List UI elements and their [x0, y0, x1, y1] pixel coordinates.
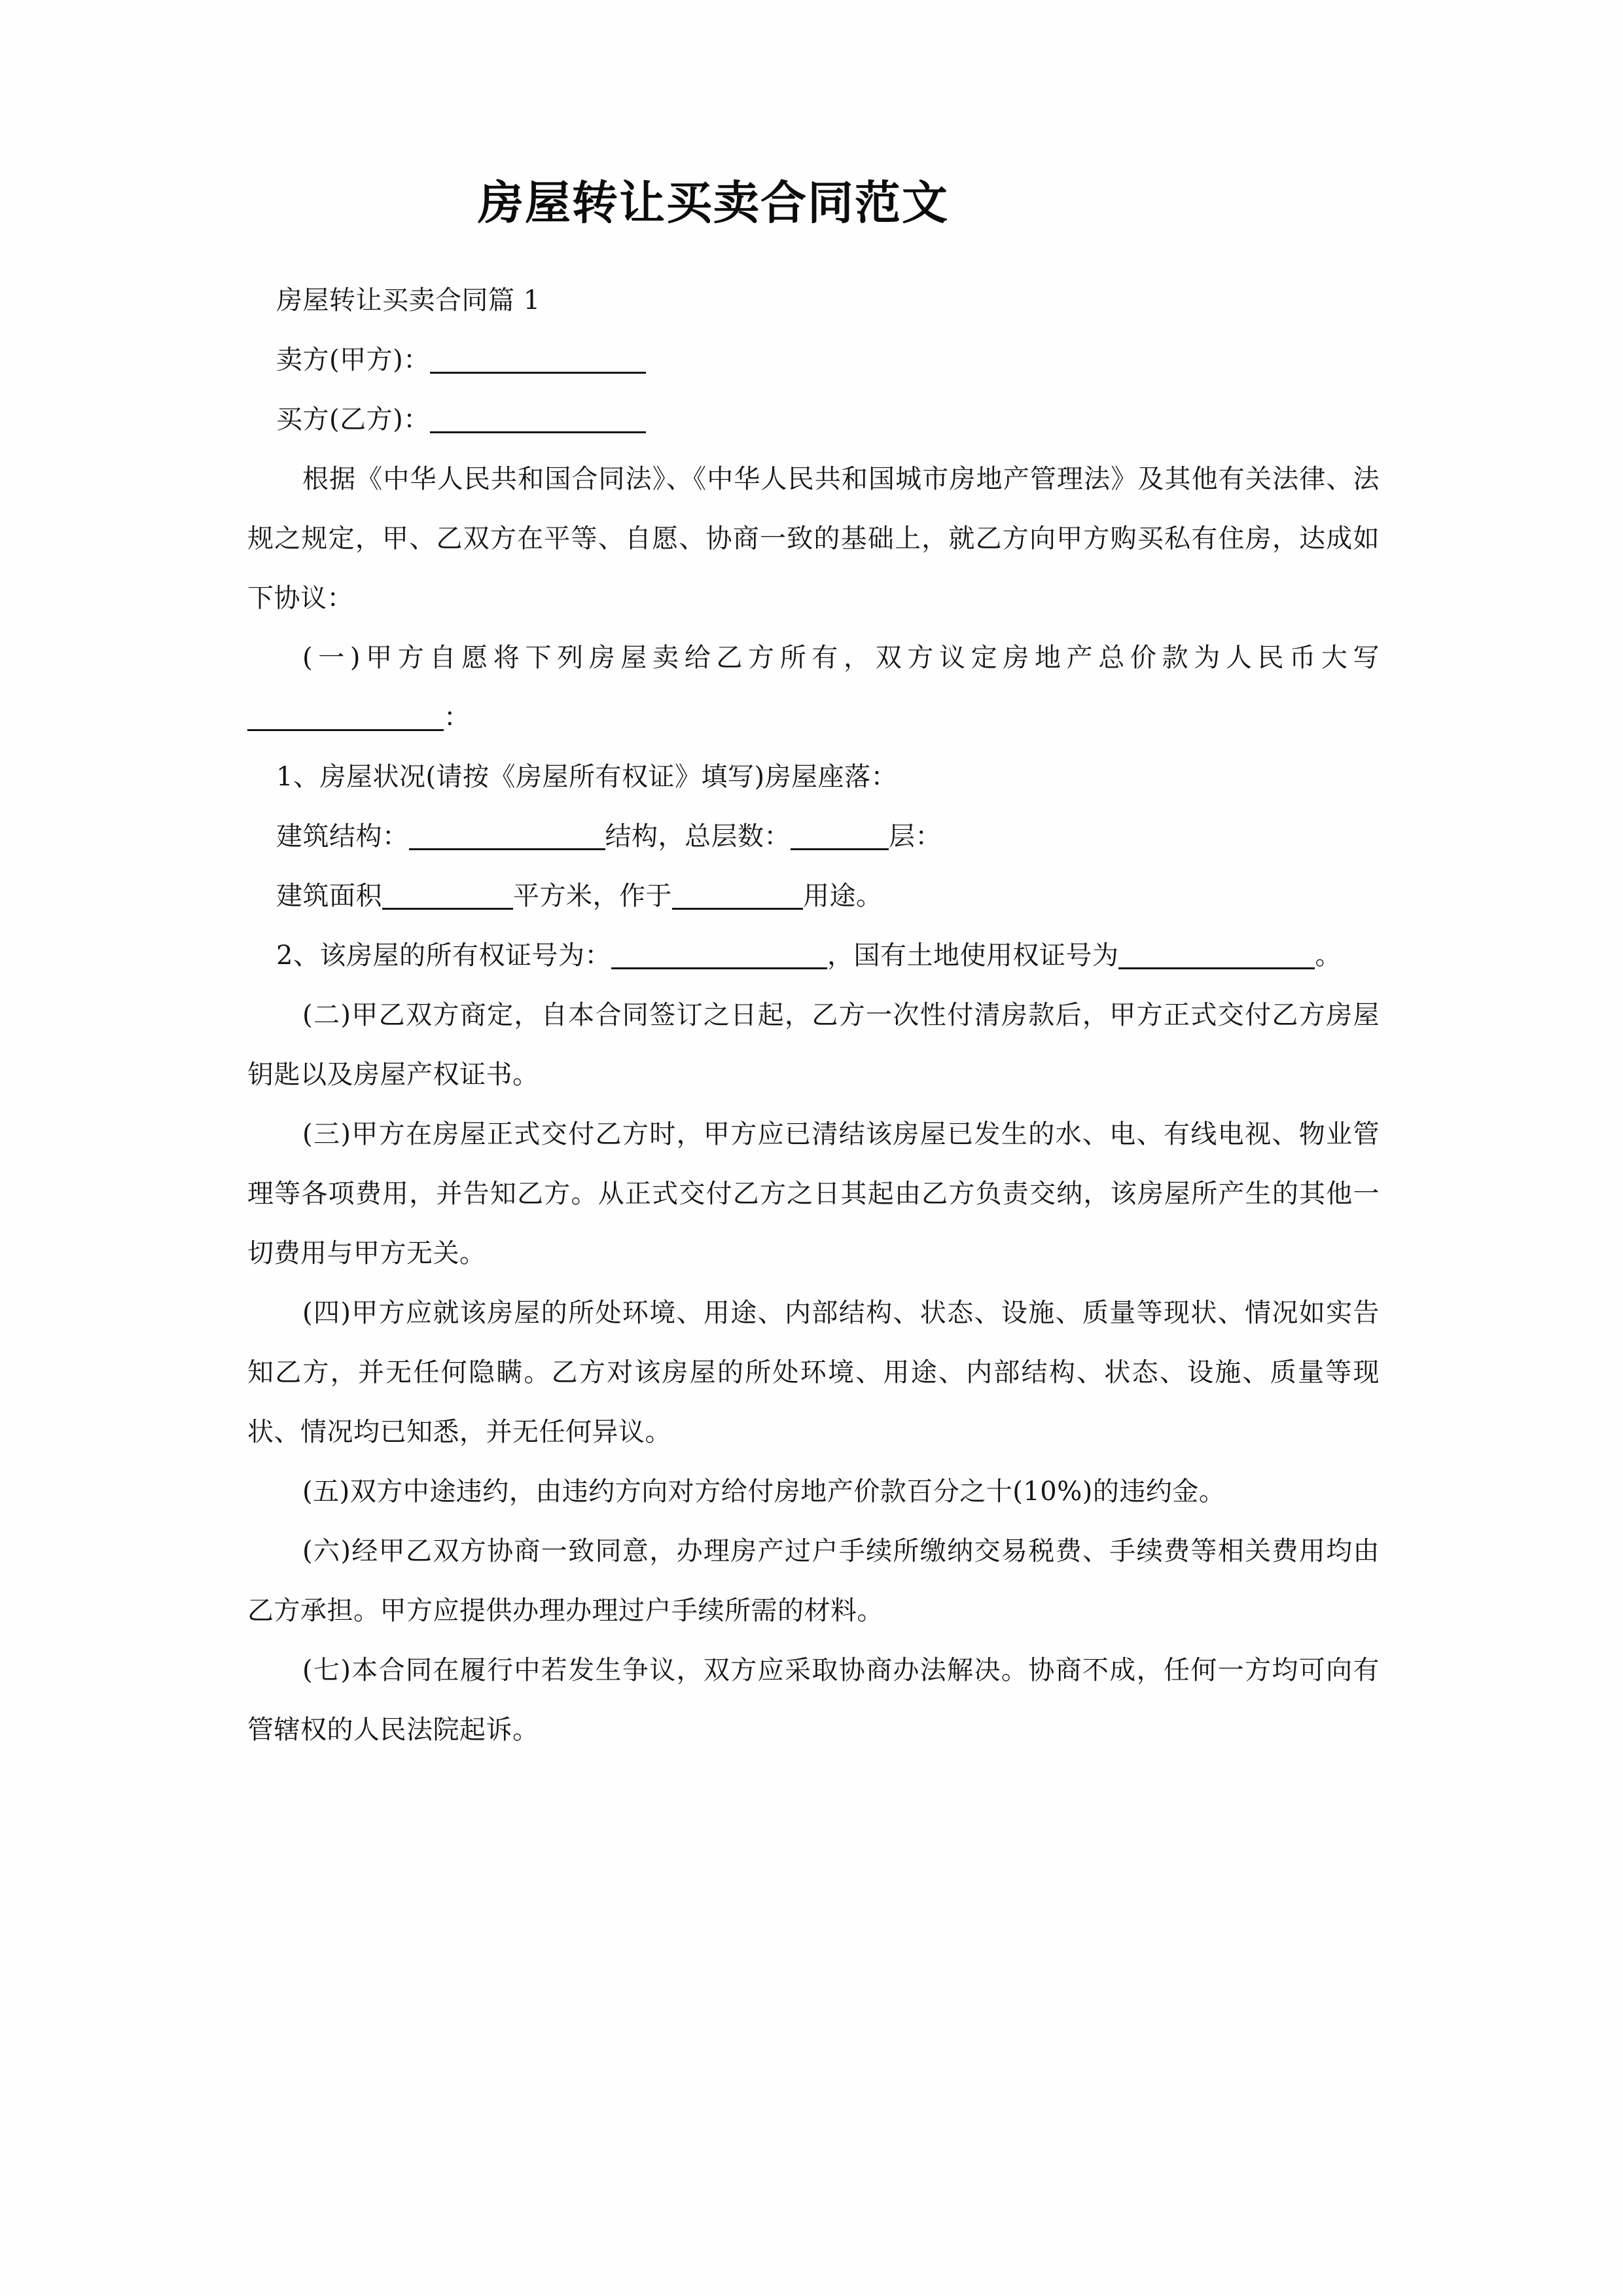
total-floors-label: 结构，总层数：	[605, 821, 791, 852]
buyer-line	[247, 390, 1380, 450]
item-1-text: 房屋状况(请按《房屋所有权证》填写)房屋座落：	[319, 762, 898, 792]
clause-four-marker: (四)	[302, 1298, 351, 1328]
clause-six-text: 经甲乙双方协商一致同意，办理房产过户手续所缴纳交易税费、手续费等相关费用均由乙方承担。甲方应提供办理办理过户手续所需的材料。	[247, 1536, 1380, 1626]
clause-four-text: 甲方应就该房屋的所处环境、用途、内部结构、状态、设施、质量等现状、情况如实告知乙方，并无任何隐瞒。乙方对该房屋的所处环境、用途、内部结构、状态、设施、质量等现状、情况均已知悉，并无任何异议。	[247, 1298, 1380, 1447]
clause-one-tail: ：	[444, 702, 471, 732]
price-amount-blank[interactable]	[247, 707, 444, 731]
page-title: 房屋转让买卖合同范文	[478, 175, 949, 230]
clause-one-marker: (一)	[302, 643, 361, 673]
seller-line	[247, 331, 1380, 390]
ownership-cert-blank[interactable]	[611, 945, 827, 969]
building-area-line	[247, 867, 1380, 926]
usage-blank[interactable]	[672, 886, 803, 910]
land-use-cert-blank[interactable]	[1118, 945, 1315, 969]
building-area-label: 建筑面积	[276, 881, 382, 911]
building-structure-blank[interactable]	[409, 826, 605, 850]
item-2-marker: 2、	[276, 941, 320, 971]
clause-one	[247, 628, 1380, 747]
usage-label: 用途。	[803, 881, 883, 911]
document-body	[247, 271, 1380, 1760]
seller-blank[interactable]	[430, 350, 646, 374]
clause-seven-text: 本合同在履行中若发生争议，双方应采取协商办法解决。协商不成，任何一方均可向有管辖权的人民法院起诉。	[247, 1655, 1380, 1745]
item-1-marker: 1、	[276, 762, 320, 792]
clause-seven	[247, 1641, 1380, 1760]
clause-three-marker: (三)	[302, 1119, 351, 1149]
clause-two-marker: (二)	[302, 1000, 351, 1030]
clause-five	[247, 1462, 1380, 1522]
clause-three	[247, 1105, 1380, 1283]
document-content	[247, 0, 1380, 1760]
item-2-text-b: ，国有土地使用权证号为	[827, 941, 1119, 971]
clause-six-marker: (六)	[302, 1536, 351, 1566]
clause-five-marker: (五)	[302, 1477, 350, 1507]
preamble-paragraph: 根据《中华人民共和国合同法》、《中华人民共和国城市房地产管理法》及其他有关法律、法规之规定，甲、乙双方在平等、自愿、协商一致的基础上，就乙方向甲方购买私有住房，达成如下协议：	[247, 464, 1380, 613]
building-structure-line	[247, 807, 1380, 867]
clause-item-2	[247, 926, 1380, 986]
clause-six	[247, 1522, 1380, 1641]
building-area-blank[interactable]	[382, 886, 513, 910]
clause-four	[247, 1283, 1380, 1462]
seller-label: 卖方(甲方)：	[276, 345, 430, 375]
buyer-blank[interactable]	[430, 409, 646, 433]
item-2-text-a: 该房屋的所有权证号为：	[319, 941, 611, 971]
area-unit-label: 平方米，作于	[513, 881, 672, 911]
building-structure-label: 建筑结构：	[276, 821, 409, 852]
clause-three-text: 甲方在房屋正式交付乙方时，甲方应已清结该房屋已发生的水、电、有线电视、物业管理等各项费用，并告知乙方。从正式交付乙方之日其起由乙方负责交纳，该房屋所产生的其他一切费用与甲方无关。	[247, 1119, 1380, 1268]
total-floors-blank[interactable]	[791, 826, 889, 850]
clause-two-text: 甲乙双方商定，自本合同签订之日起，乙方一次性付清房款后，甲方正式交付乙方房屋钥匙以及房屋产权证书。	[247, 1000, 1380, 1090]
clause-item-1	[247, 747, 1380, 807]
buyer-label: 买方(乙方)：	[276, 404, 430, 435]
clause-one-text: 甲方自愿将下列房屋卖给乙方所有，双方议定房地产总价款为人民币大写	[361, 643, 1380, 673]
floors-unit-label: 层：	[889, 821, 942, 852]
section-heading: 房屋转让买卖合同篇 1	[276, 285, 541, 315]
clause-two	[247, 986, 1380, 1105]
item-2-text-c: 。	[1315, 941, 1342, 971]
clause-five-text: 双方中途违约，由违约方向对方给付房地产价款百分之十(10%)的违约金。	[349, 1477, 1226, 1507]
clause-seven-marker: (七)	[302, 1655, 351, 1685]
